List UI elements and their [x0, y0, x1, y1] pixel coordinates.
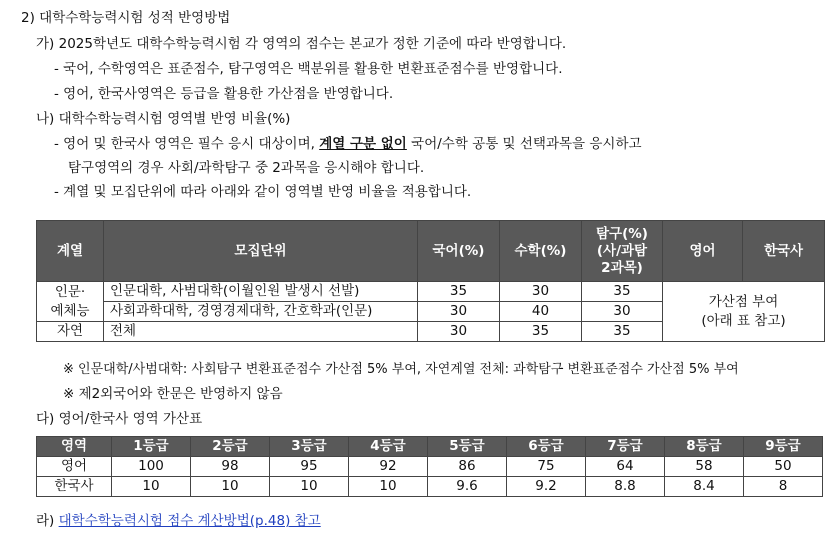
header-grade: 6등급 [507, 437, 586, 457]
header-grade: 8등급 [665, 437, 744, 457]
value-cell: 9.2 [507, 477, 586, 497]
header-inquiry-line-3: 2과목) [601, 259, 643, 276]
inquiry-cell: 35 [582, 282, 663, 302]
value-cell: 95 [270, 457, 349, 477]
section-da-title: 다) 영어/한국사 영역 가산표 [36, 411, 203, 427]
header-korean: 국어(%) [418, 221, 500, 282]
value-cell: 10 [349, 477, 428, 497]
korean-cell: 30 [418, 322, 500, 342]
header-grade: 9등급 [744, 437, 823, 457]
header-grade: 5등급 [428, 437, 507, 457]
value-cell: 75 [507, 457, 586, 477]
note-1: ※ 인문대학/사범대학: 사회탐구 변환표준점수 가산점 5% 부여, 자연계열 전체: 과학탐구 변환표준점수 가산점 5% 부여 [63, 362, 739, 377]
header-inquiry [582, 221, 663, 282]
header-english: 영어 [663, 221, 743, 282]
section-ga-item-2: - 영어, 한국사영역은 등급을 활용한 가산점을 반영합니다. [54, 86, 394, 102]
header-grade: 3등급 [270, 437, 349, 457]
header-unit: 모집단위 [104, 221, 418, 282]
section-na-item-1-continued: 탐구영역의 경우 사회/과학탐구 중 2과목을 응시해야 합니다. [68, 160, 425, 176]
bonus-table [36, 436, 823, 497]
emphasis-text: 계열 구분 없이 [319, 136, 407, 152]
value-cell: 8 [744, 477, 823, 497]
value-cell: 92 [349, 457, 428, 477]
value-cell: 58 [665, 457, 744, 477]
note-2: ※ 제2외국어와 한문은 반영하지 않음 [63, 386, 283, 402]
korean-cell: 35 [418, 282, 500, 302]
value-cell: 9.6 [428, 477, 507, 497]
ratio-table [36, 220, 825, 342]
header-grade: 4등급 [349, 437, 428, 457]
header-grade: 7등급 [586, 437, 665, 457]
section-na-item-1-post: 국어/수학 공통 및 선택과목을 응시하고 [411, 136, 642, 152]
value-cell: 86 [428, 457, 507, 477]
value-cell: 100 [112, 457, 191, 477]
section-ga-title: 가) 2025학년도 대학수학능력시험 각 영역의 점수는 본교가 정한 기준에 따라 반영합니다. [36, 36, 567, 52]
section-heading: 2) 대학수학능력시험 성적 반영방법 [21, 10, 231, 26]
unit-cell: 전체 [104, 322, 418, 342]
section-ra [36, 511, 321, 531]
math-cell: 30 [500, 282, 582, 302]
unit-cell: 사회과학대학, 경영경제대학, 간호학과(인문) [104, 302, 418, 322]
header-grade: 1등급 [112, 437, 191, 457]
bonus-note-line-1: 가산점 부여 [708, 293, 779, 310]
header-track: 계열 [37, 221, 104, 282]
header-grade: 2등급 [191, 437, 270, 457]
value-cell: 10 [112, 477, 191, 497]
value-cell: 8.8 [586, 477, 665, 497]
bonus-note-cell [663, 282, 825, 342]
value-cell: 64 [586, 457, 665, 477]
math-cell: 40 [500, 302, 582, 322]
section-na-title: 나) 대학수학능력시험 영역별 반영 비율(%) [36, 111, 291, 127]
area-cell: 영어 [37, 457, 112, 477]
track-science: 자연 [37, 322, 104, 342]
section-na-item-2: - 계열 및 모집단위에 따라 아래와 같이 영역별 반영 비율을 적용합니다. [54, 184, 472, 200]
ratio-table-header [37, 221, 825, 282]
header-area: 영역 [37, 437, 112, 457]
score-calculation-link[interactable]: 대학수학능력시험 점수 계산방법(p.48) 참고 [58, 513, 321, 529]
section-na-item-1 [54, 134, 642, 154]
track-humanities-line-2: 예체능 [50, 302, 90, 319]
table-row [37, 457, 823, 477]
area-cell: 한국사 [37, 477, 112, 497]
section-ga-item-1: - 국어, 수학영역은 표준점수, 탐구영역은 백분위를 활용한 변환표준점수를 반영합니다. [54, 61, 563, 77]
track-humanities [37, 282, 104, 322]
value-cell: 10 [191, 477, 270, 497]
bonus-table-header [37, 437, 823, 457]
inquiry-cell: 30 [582, 302, 663, 322]
value-cell: 98 [191, 457, 270, 477]
korean-cell: 30 [418, 302, 500, 322]
inquiry-cell: 35 [582, 322, 663, 342]
table-row [37, 282, 825, 302]
section-ra-prefix: 라) [36, 513, 55, 529]
value-cell: 10 [270, 477, 349, 497]
track-humanities-line-1: 인문· [54, 283, 86, 300]
header-math: 수학(%) [500, 221, 582, 282]
bonus-note-line-2: (아래 표 참고) [701, 312, 786, 329]
header-inquiry-line-1: 탐구(%) [596, 225, 648, 242]
table-row [37, 477, 823, 497]
value-cell: 8.4 [665, 477, 744, 497]
header-history: 한국사 [743, 221, 825, 282]
header-inquiry-line-2: (사/과탐 [596, 242, 648, 259]
value-cell: 50 [744, 457, 823, 477]
math-cell: 35 [500, 322, 582, 342]
section-na-item-1-pre: - 영어 및 한국사 영역은 필수 응시 대상이며, [54, 136, 315, 152]
unit-cell: 인문대학, 사범대학(이월인원 발생시 선발) [104, 282, 418, 302]
